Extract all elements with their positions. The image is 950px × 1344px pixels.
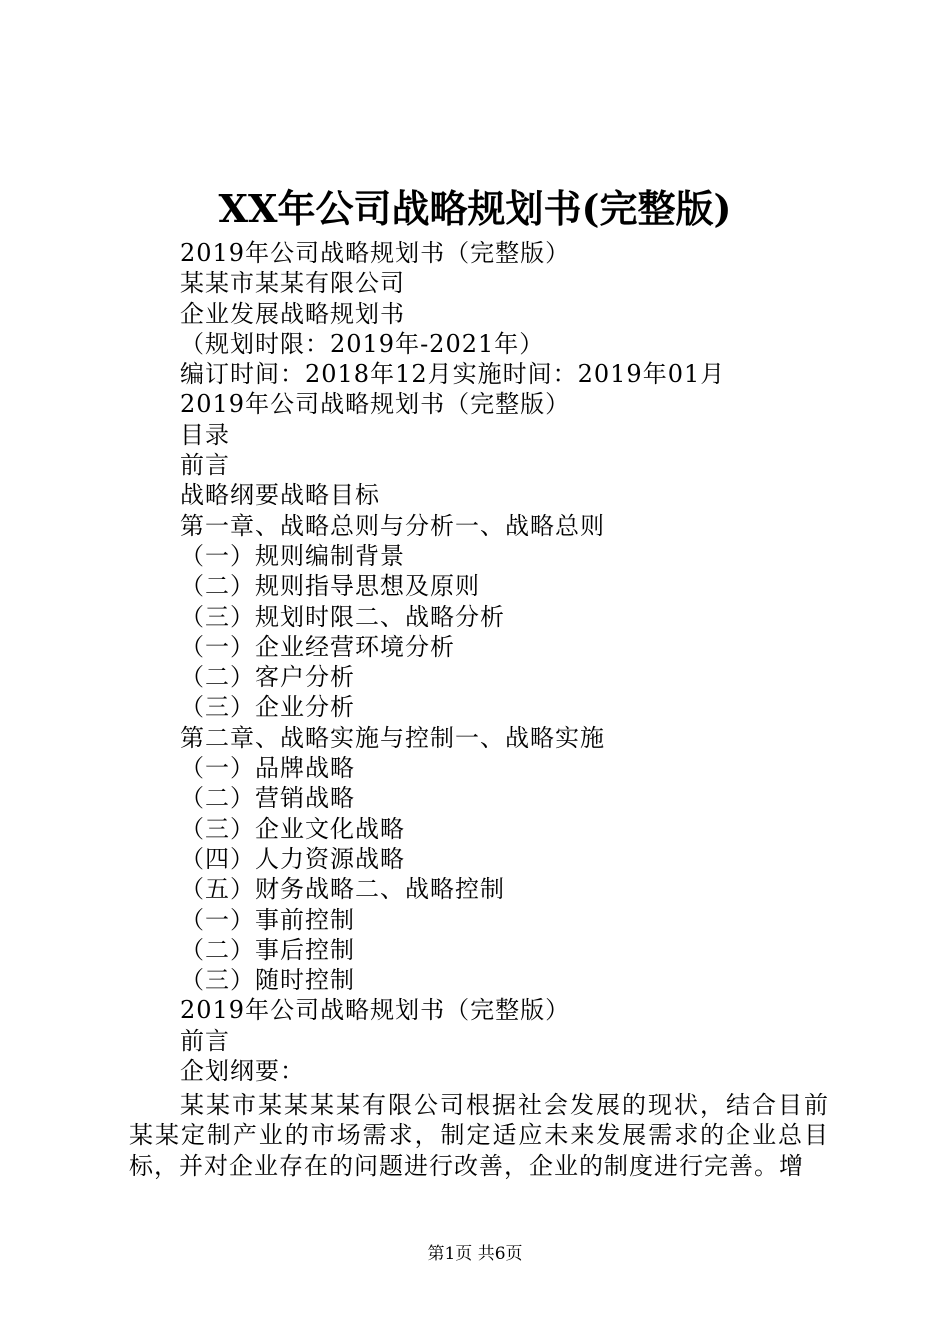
page-number: 第1页 共6页 (427, 1244, 523, 1264)
document-line: （一）规则编制背景 (180, 541, 405, 570)
document-line: （三）企业分析 (180, 693, 355, 722)
document-line: 某某市某某有限公司 (180, 269, 405, 298)
document-line: 企业发展战略规划书 (180, 299, 405, 328)
document-line: （三）规划时限二、战略分析 (180, 602, 505, 631)
document-lines (180, 238, 725, 1086)
document-line: （一）品牌战略 (180, 754, 355, 783)
document-line: （四）人力资源战略 (180, 844, 405, 873)
document-line: （五）财务战略二、战略控制 (180, 875, 505, 904)
document-line: 第二章、战略实施与控制一、战略实施 (180, 723, 605, 752)
document-line: （一）事前控制 (180, 905, 355, 934)
document-line: 前言 (180, 451, 230, 480)
document-line: 2019年公司战略规划书（完整版） (180, 390, 571, 419)
document-line: 编订时间：2018年12月实施时间：2019年01月 (180, 360, 726, 389)
document-line: 前言 (180, 1026, 230, 1055)
document-line: 目录 (180, 420, 230, 449)
document-line: 2019年公司战略规划书（完整版） (180, 239, 571, 267)
document-line: （三）随时控制 (180, 966, 355, 995)
document-line: （二）营销战略 (180, 784, 355, 813)
body-paragraph: 某某市某某某某有限公司根据社会发展的现状，结合目前某某定制产业的市场需求，制定适应未来发展需求的企业总目标，并对企业存在的问题进行改善，企业的制度进行完善。增 (129, 1091, 829, 1180)
document-line: （二）客户分析 (180, 663, 355, 692)
document-line: 战略纲要战略目标 (180, 481, 380, 510)
document-line: （三）企业文化战略 (180, 814, 405, 843)
document-line: 2019年公司战略规划书（完整版） (180, 996, 571, 1025)
document-line: （二）事后控制 (180, 935, 355, 964)
document-line: 第一章、战略总则与分析一、战略总则 (180, 511, 605, 540)
document-line: （二）规则指导思想及原则 (180, 572, 480, 601)
document-line: 企划纲要： (180, 1057, 305, 1086)
document-line: （一）企业经营环境分析 (180, 632, 455, 661)
document-line: （规划时限：2019年-2021年） (180, 329, 545, 358)
page-title: XX年公司战略规划书(完整版) (218, 186, 732, 231)
